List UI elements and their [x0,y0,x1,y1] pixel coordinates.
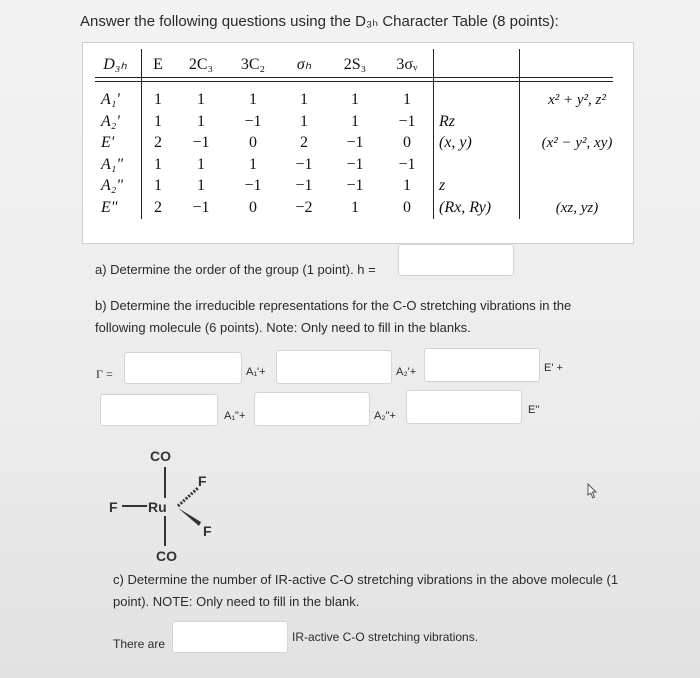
irrep-label: A₁' [101,91,120,108]
character-value: −1 [398,155,416,173]
linear-function: Rz [439,112,455,130]
a1-double-prime-label: A₁"+ [224,410,246,422]
character-value: 1 [351,112,359,130]
header-rule [95,77,613,78]
linear-function: z [439,177,446,194]
e-prime-input[interactable] [100,394,218,426]
question-b-line1: b) Determine the irreducible representations for the C-O stretching vibrations in the [95,298,572,313]
class-header-3c2: 3C₂ [240,56,266,73]
page-heading: Answer the following questions using the D₃ₕ Character Table (8 points): [80,13,559,30]
quadratic-function: (xz, yz) [555,199,599,216]
a1-prime-input[interactable] [276,350,392,384]
mouse-cursor-icon [584,482,600,500]
character-value: 1 [154,112,162,130]
character-value: 1 [249,155,257,173]
character-value: 0 [403,134,411,151]
question-b-line2: following molecule (6 points). Note: Only need to fill in the blanks. [95,320,471,335]
linear-divider [433,49,434,219]
class-header-e: E [153,56,163,73]
character-value: 1 [197,112,205,130]
character-value: −1 [192,198,210,216]
a2-prime-label: A₂'+ [396,366,417,378]
quadratic-function: x² + y², z² [548,92,606,108]
character-value: 1 [351,198,359,216]
question-c-line1: c) Determine the number of IR-active C-O stretching vibrations in the above molecule (1 [113,572,619,587]
gamma-input-1[interactable] [124,352,242,384]
character-value: 1 [351,91,359,108]
header-rule-2 [95,81,613,82]
character-value: −1 [244,112,262,130]
class-header-2c3: 2C₃ [188,56,214,73]
ir-suffix-label: IR-active C-O stretching vibrations. [292,630,479,644]
character-value: −1 [192,134,210,151]
e-prime-label: E' + [544,362,563,374]
character-value: 0 [249,198,257,216]
question-c-line2: point). NOTE: Only need to fill in the blank. [113,594,360,609]
character-value: 2 [154,134,162,151]
f-upper-label: F [198,473,207,489]
question-a: a) Determine the order of the group (1 point). h = [95,262,376,277]
character-value: 0 [249,134,257,151]
character-value: 1 [300,112,308,130]
character-value: 1 [154,177,162,194]
a2-double-prime-label: A₂"+ [374,410,396,422]
character-value: 1 [249,91,257,108]
a2-prime-input[interactable] [424,348,540,382]
character-value: −1 [244,177,262,194]
character-value: 0 [403,198,411,216]
f-left-label: F [109,499,118,515]
irrep-label: E" [101,198,118,216]
character-value: 1 [197,91,205,108]
bond-ru-f-upper [178,488,198,506]
bond-ru-f-lower [178,508,201,526]
gamma-label: Γ = [96,367,113,381]
a1-double-prime-input[interactable] [254,392,370,426]
a1-prime-label: A₁'+ [246,366,266,378]
linear-function: (x, y) [439,134,472,151]
molecule-bonds [100,440,230,570]
f-lower-label: F [203,523,212,539]
character-value: 1 [197,177,205,194]
character-table [82,42,634,244]
ir-count-input[interactable] [172,621,288,653]
co-top-label: CO [150,448,171,464]
character-value: 1 [154,91,162,108]
there-are-label: There are [113,637,166,651]
character-value: −2 [295,198,313,216]
linear-function: (Rx, Ry) [439,198,492,216]
e-double-prime-label: E" [528,404,540,416]
class-header-2s3: 2S₃ [343,56,367,73]
a2-double-prime-input[interactable] [406,390,522,424]
character-value: −1 [346,177,364,194]
character-value: −1 [346,134,364,151]
ru-label: Ru [148,499,167,515]
character-value: 1 [403,91,411,108]
quad-divider [519,49,520,219]
class-header-sigma-h: σₕ [296,56,312,73]
irrep-label: A₂" [101,177,124,194]
class-header-3sigma-v: 3σᵥ [396,56,418,73]
character-value: 1 [300,91,308,108]
group-symbol: D₃ₕ [103,56,127,73]
character-value: 2 [300,134,308,151]
quadratic-function: (x² − y², xy) [541,135,613,151]
character-value: −1 [398,112,416,130]
character-value: −1 [295,177,313,194]
group-order-input[interactable] [398,244,514,276]
character-value: 1 [197,155,205,173]
character-value: −1 [346,155,364,173]
irrep-label: A₁" [101,155,124,173]
character-value: 2 [154,198,162,216]
character-value: 1 [154,155,162,173]
co-bottom-label: CO [156,548,177,564]
character-value: −1 [295,155,313,173]
character-value: 1 [403,177,411,194]
irrep-label: A₂' [101,112,120,130]
irrep-label: E' [101,134,115,151]
